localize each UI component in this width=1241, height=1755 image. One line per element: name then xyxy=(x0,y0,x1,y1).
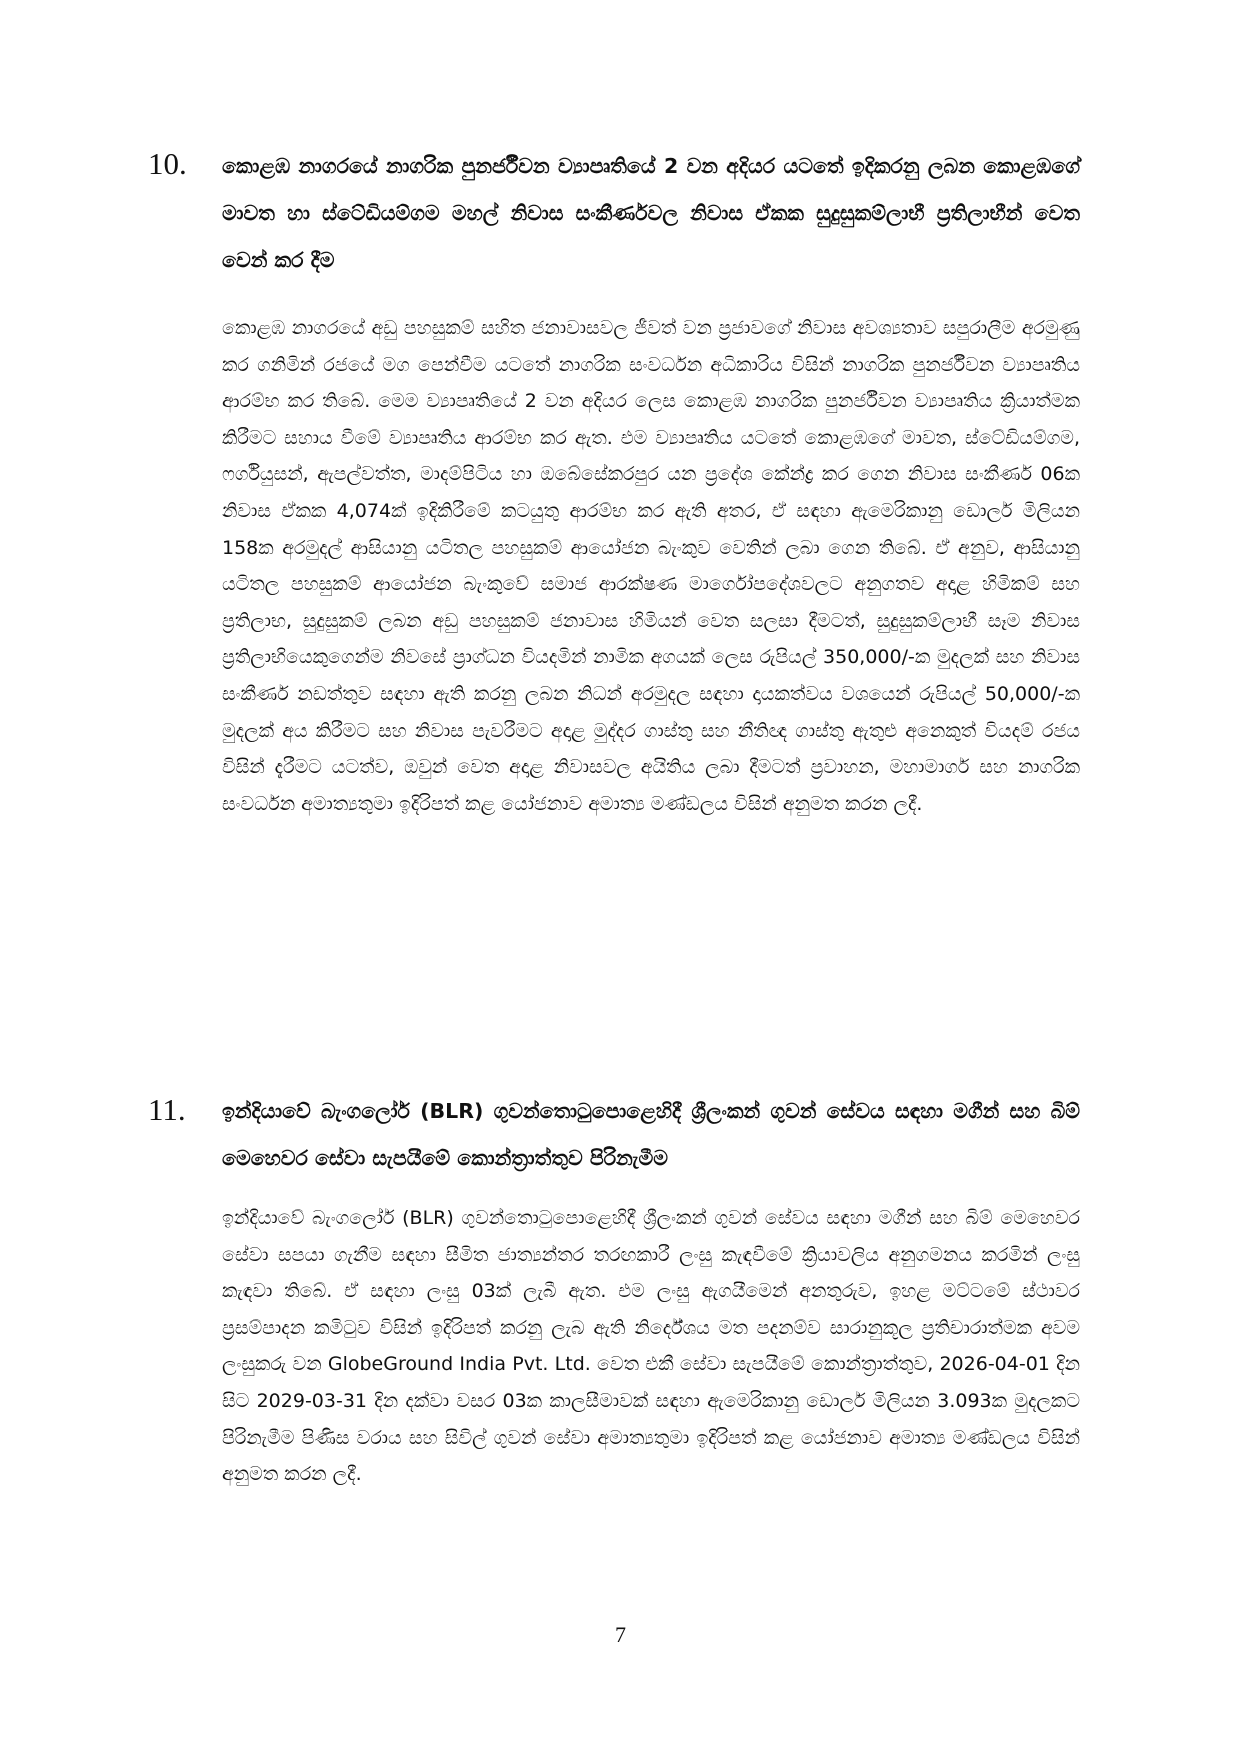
item-11-title: ඉන්දියාවේ බැංගලෝර් (BLR) ගුවන්තොටුපොළෙහිදී ශ්‍රීලංකන් ගුවන් සේවය සඳහා මගීන් සහ බිම් මෙහෙවර සේවා සැපයීමේ කොන්ත්‍රාත්තුව පිරිනැමීම xyxy=(222,1099,1080,1170)
item-11-body: ඉන්දියාවේ බැංගලෝර් (BLR) ගුවන්තොටුපොළෙහිදී ශ්‍රීලංකන් ගුවන් සේවය සඳහා මගීන් සහ බිම් මෙහෙවර සේවා සපයා ගැනීම සඳහා සීමිත ජාත්‍යන්තර තරඟකාරී ලංසු කැඳවීමේ ක්‍රියාවලිය අනුගමනය කරමින් ලංසු කැඳවා තිබේ. ඒ සඳහා ලංසු 03ක් ලැබී ඇත. එම ලංසු ඇගයීමෙන් අනතුරුව, ඉහළ මට්ටමේ ස්ථාවර ප්‍රසම්පාදන කමිටුව විසින් ඉදිරිපත් කරනු ලැබ ඇති නිර්දේශය මත පදනම්ව සාරානුකූල ප්‍රතිචාරාත්මක අවම ලංසුකරු වන GlobeGround India Pvt. Ltd. වෙත එකී සේවා සැපයීමේ කොන්ත්‍රාත්තුව, 2026-04-01 දින සිට 2029-03-31 දින දක්වා වසර 03ක කාලසීමාවක් සඳහා ඇමෙරිකානු ඩොලර් මිලියන 3.093ක මුදලකට පිරිනැමීම පිණිස වරාය සහ සිවිල් ගුවන් සේවා අමාත්‍යතුමා ඉදිරිපත් කළ යෝජනාව අමාත්‍ය මණ්ඩලය විසින් අනුමත කරන ලදී. xyxy=(222,1207,1080,1486)
page-number: 7 xyxy=(615,1622,626,1647)
item-10-title: කොළඹ නාගරයේ නාගරික පුනර්ජීවන ව්‍යාපෘතියේ 2 වන අදියර යටතේ ඉදිකරනු ලබන කොළඹගේ මාවත හා ස්ටේඩියම්ගම මහල් නිවාස සංකීර්ණවල නිවාස ඒකක සුදුසුකම්ලාභී ප්‍රතිලාභීන් වෙත වෙන් කර දීම xyxy=(222,154,1080,272)
item-10-body: කොළඹ නාගරයේ අඩු පහසුකම් සහිත ජනාවාසවල ජීවත් වන ප්‍රජාවගේ නිවාස අවශ්‍යතාව සපුරාලීම අරමුණු කර ගනිමින් රජයේ මග පෙන්වීම යටතේ නාගරික සංවර්ධන අධිකාරිය විසින් නාගරික පුනර්ජීවන ව්‍යාපෘතිය ආරම්භ කර තිබේ. මෙම ව්‍යාපෘතියේ 2 වන අදියර ලෙස කොළඹ නාගරික පුනර්ජීවන ව්‍යාපෘතිය ක්‍රියාත්මක කිරීමට සහාය වීමේ ව්‍යාපෘතිය ආරම්භ කර ඇත. එම ව්‍යාපෘතිය යටතේ කොළඹගේ මාවත, ස්ටේඩියම්ගම, ෆර්ගියුසන්, ඇපල්වත්ත, මාදම්පිටිය හා ඔබේසේකරපුර යන ප්‍රදේශ කේන්ද්‍ර කර ගෙන නිවාස සංකීර්ණ 06ක නිවාස ඒකක 4,074ක් ඉදිකිරීමේ කටයුතු ආරම්භ කර ඇති අතර, ඒ සඳහා ඇමෙරිකානු ඩොලර් මිලියන 158ක අරමුදල් ආසියානු යටිතල පහසුකම් ආයෝජන බැංකුව වෙතින් ලබා ගෙන තිබේ. ඒ අනුව, ආසියානු යටිතල පහසුකම් ආයෝජන බැංකුවේ සමාජ ආරක්ෂණ මාර්ගෝපදේශවලට අනුගතව අදාළ හිමිකම් සහ ප්‍රතිලාභ, සුදුසුකම් ලබන අඩු පහසුකම් ජනාවාස හිමියන් වෙත සලසා දීමටත්, සුදුසුකම්ලාභී සෑම නිවාස ප්‍රතිලාභියෙකුගෙන්ම නිවසේ ප්‍රාග්ධන වියදමින් නාමික අගයක් ලෙස රුපියල් 350,000/-ක මුදලක් සහ නිවාස සංකීර්ණ නඩත්තුව සඳහා ඇති කරනු ලබන නිධන් අරමුදල සඳහා දායකත්වය වශයෙන් රුපියල් 50,000/-ක මුදලක් අය කිරීමට සහ නිවාස පැවරීමට අදාළ මුද්දර ගාස්තු සහ නීතිඥ ගාස්තු ඇතුළු අනෙකුත් වියදම් රජය විසින් දැරීමට යටත්ව, ඔවුන් වෙත අදාළ නිවාසවල අයිතිය ලබා දීමටත් ප්‍රවාහන, මහාමාර්ග සහ නාගරික සංවර්ධන අමාත්‍යතුමා ඉදිරිපත් කළ යෝජනාව අමාත්‍ය මණ්ඩලය විසින් අනුමත කරන ලදී. xyxy=(222,317,1080,815)
item-10-number: 10. xyxy=(148,146,187,181)
item-11-number: 11. xyxy=(148,1092,186,1127)
